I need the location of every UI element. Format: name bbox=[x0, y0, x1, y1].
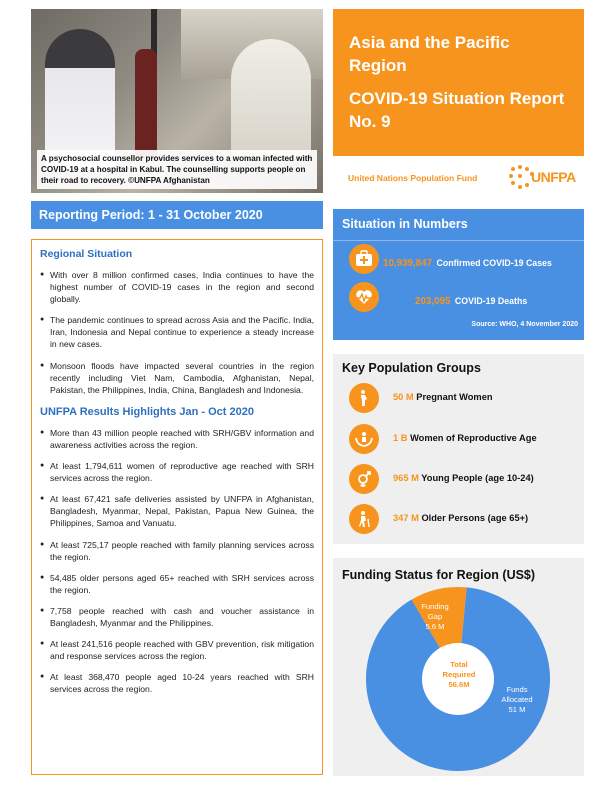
group-label: Older Persons (age 65+) bbox=[421, 513, 529, 523]
group-row bbox=[349, 464, 584, 494]
list-item: ● 54,485 older persons aged 65+ reached with SRH services across the region. bbox=[40, 572, 314, 596]
group-number: 965 M bbox=[393, 473, 419, 483]
funding-status bbox=[333, 558, 584, 776]
list-item: ● At least 725,17 people reached with family planning services across the region. bbox=[40, 539, 314, 563]
group-label: Pregnant Women bbox=[416, 392, 493, 402]
group-number: 50 M bbox=[393, 392, 414, 402]
group-row bbox=[349, 504, 584, 534]
list-item: ● 7,758 people reached with cash and voucher assistance in Bangladesh, Myanmar and the Philippines. bbox=[40, 605, 314, 629]
region-title: Asia and the Pacific Region bbox=[349, 33, 510, 75]
unfpa-logo-text: UNFPA bbox=[531, 169, 576, 185]
funding-heading: Funding Status for Region (US$) bbox=[342, 568, 536, 582]
highlights-box bbox=[31, 239, 323, 775]
funding-gap-label: Funding Gap 5.6 M bbox=[421, 602, 449, 631]
list-item: ● With over 8 million confirmed cases, India continues to have the highest number of COVID-19 cases in the region and second globally. bbox=[40, 269, 314, 305]
list-item: ● The pandemic continues to spread across Asia and the Pacific. India, Iran, Indonesia and Nepal continue to experience a steady increase in new cases. bbox=[40, 314, 314, 350]
report-title-box bbox=[333, 9, 584, 156]
group-row bbox=[349, 424, 584, 454]
hands-care-icon bbox=[349, 424, 379, 454]
list-item: ● Monsoon floods have impacted several countries in the region recently including Viet Nam, Cambodia, Afghanistan, Nepal, Pakistan, the Philippines, India, China, Bangladesh and Indonesia. bbox=[40, 360, 314, 396]
list-item: ● At least 368,470 people aged 10-24 years reached with SRH services across the region. bbox=[40, 671, 314, 695]
regional-situation-list bbox=[40, 269, 314, 396]
deaths-row bbox=[349, 282, 584, 312]
situation-in-numbers bbox=[333, 209, 584, 340]
org-row bbox=[333, 158, 584, 198]
report-title: COVID-19 Situation Report No. 9 bbox=[349, 89, 565, 131]
photo-caption: A psychosocial counsellor provides services to a woman infected with COVID-19 at a hospital in Kabul. The counselling supports people on their road to recovery. ©UNFPA Afghanistan bbox=[37, 150, 317, 189]
group-row bbox=[349, 383, 584, 413]
elderly-person-icon bbox=[349, 504, 379, 534]
funds-allocated-label: Funds Allocated 51 M bbox=[501, 685, 533, 714]
medical-kit-icon bbox=[349, 244, 379, 274]
results-heading: UNFPA Results Highlights Jan - Oct 2020 bbox=[40, 405, 254, 418]
heart-pulse-icon bbox=[349, 282, 379, 312]
deaths-label: COVID-19 Deaths bbox=[454, 296, 528, 306]
list-item: ● At least 241,516 people reached with GBV prevention, risk mitigation and response services across the region. bbox=[40, 638, 314, 662]
group-label: Young People (age 10-24) bbox=[421, 473, 534, 483]
group-number: 347 M bbox=[393, 513, 419, 523]
situation-source: Source: WHO, 4 November 2020 bbox=[471, 321, 578, 328]
unfpa-logo bbox=[509, 163, 581, 193]
deaths-number: 203,095 bbox=[415, 296, 451, 307]
situation-heading: Situation in Numbers bbox=[342, 217, 468, 231]
gender-symbol-icon bbox=[349, 464, 379, 494]
cover-photo bbox=[31, 9, 323, 193]
cases-number: 10,939,847 bbox=[383, 258, 433, 269]
list-item: ● More than 43 million people reached with SRH/GBV information and awareness activities across the region. bbox=[40, 427, 314, 451]
group-label: Women of Reproductive Age bbox=[410, 433, 537, 443]
org-name: United Nations Population Fund bbox=[348, 173, 478, 183]
list-item: ● At least 1,794,611 women of reproductive age reached with SRH services across the region. bbox=[40, 460, 314, 484]
group-number: 1 B bbox=[393, 433, 408, 443]
pregnant-woman-icon bbox=[349, 383, 379, 413]
total-required-label: Total Required 56.6M bbox=[442, 660, 476, 689]
results-list bbox=[40, 427, 314, 696]
key-population-groups bbox=[333, 354, 584, 544]
reporting-period: Reporting Period: 1 - 31 October 2020 bbox=[31, 201, 323, 229]
list-item: ● At least 67,421 safe deliveries assisted by UNFPA in Afghanistan, Bangladesh, Myanmar, Nepal, Pakistan, Papua New Guinea, the Philippines, Samoa and Vanuatu. bbox=[40, 493, 314, 529]
regional-situation-heading: Regional Situation bbox=[40, 248, 133, 260]
cases-row bbox=[349, 244, 584, 274]
key-groups-heading: Key Population Groups bbox=[342, 361, 481, 375]
cases-label: Confirmed COVID-19 Cases bbox=[436, 258, 552, 268]
